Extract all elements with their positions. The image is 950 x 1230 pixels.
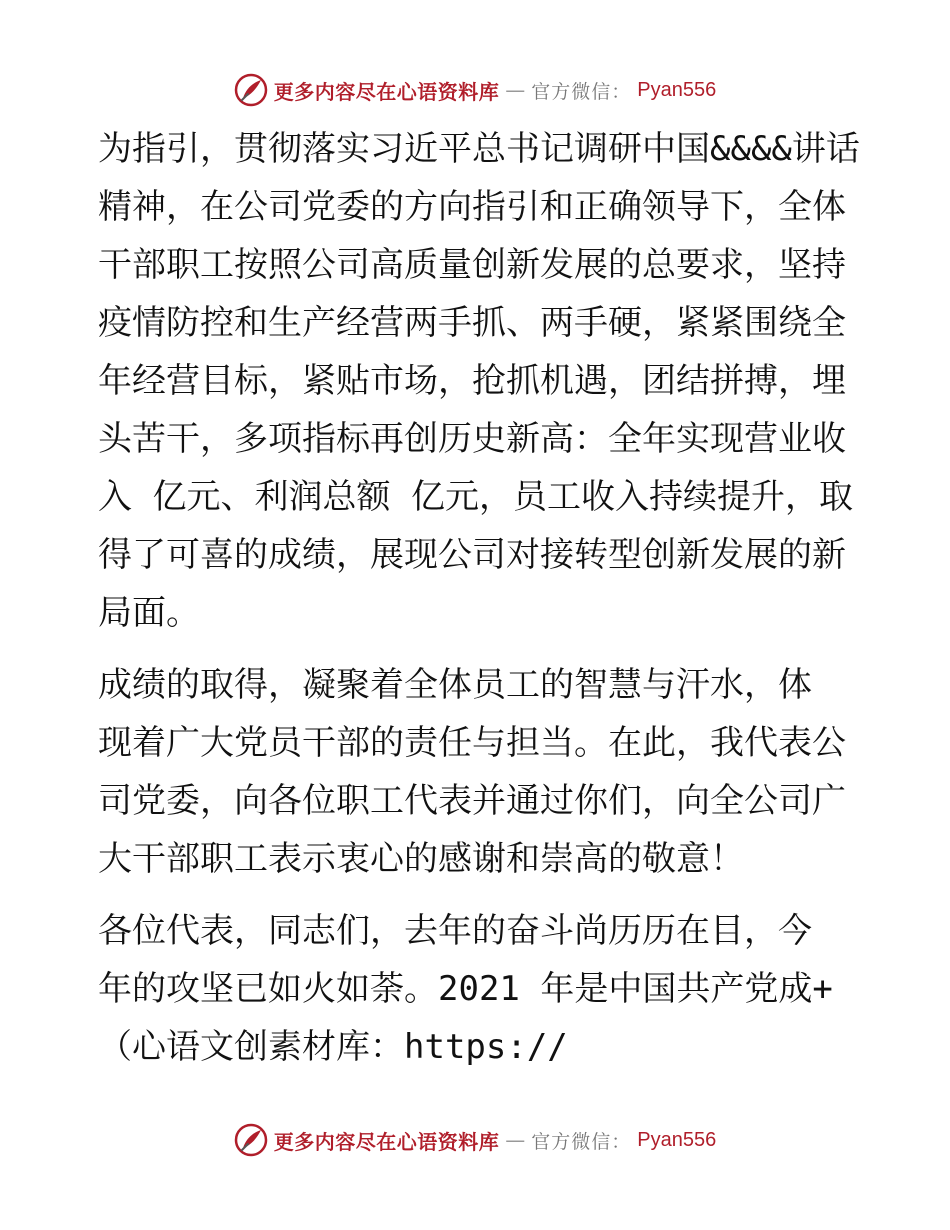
text-line: 成绩的取得，凝聚着全体员工的智慧与汗水，体 xyxy=(98,665,812,705)
document-body xyxy=(98,120,858,1076)
paragraph-2 xyxy=(98,656,858,888)
watermark-official-label: 官方微信： xyxy=(531,80,632,103)
watermark-wechat-id: Pyan556 xyxy=(637,1128,717,1151)
footer-watermark xyxy=(0,1120,950,1160)
feather-pen-logo-icon xyxy=(234,1123,268,1157)
watermark-dash: — xyxy=(505,1128,526,1152)
watermark-text: 更多内容尽在心语资料库 xyxy=(273,1129,500,1154)
paragraph-3 xyxy=(98,902,858,1076)
watermark-text: 更多内容尽在心语资料库 xyxy=(273,79,500,104)
text-line: 入 亿元、利润总额 亿元，员工收入持续提升，取 xyxy=(98,477,853,517)
text-line: 各位代表，同志们，去年的奋斗尚历历在目，今 xyxy=(98,911,812,951)
text-line: 年经营目标，紧贴市场，抢抓机遇，团结拼搏，埋 xyxy=(98,361,846,401)
text-line: 得了可喜的成绩，展现公司对接转型创新发展的新 xyxy=(98,535,846,575)
text-line: 为指引，贯彻落实习近平总书记调研中国&&&&讲话 xyxy=(98,129,860,169)
text-line: 精神，在公司党委的方向指引和正确领导下，全体 xyxy=(98,187,846,227)
text-line: 局面。 xyxy=(98,593,200,633)
text-line: 疫情防控和生产经营两手抓、两手硬，紧紧围绕全 xyxy=(98,303,846,343)
text-line: 干部职工按照公司高质量创新发展的总要求，坚持 xyxy=(98,245,846,285)
watermark-wechat-id: Pyan556 xyxy=(637,78,717,101)
text-line: 头苦干，多项指标再创历史新高：全年实现营业收 xyxy=(98,419,846,459)
watermark-dash: — xyxy=(505,78,526,102)
text-line: 年的攻坚已如火如荼。2021 年是中国共产党成+ xyxy=(98,969,833,1009)
watermark-official-label: 官方微信： xyxy=(531,1130,632,1153)
text-line: 司党委，向各位职工代表并通过你们，向全公司广 xyxy=(98,781,846,821)
feather-pen-logo-icon xyxy=(234,73,268,107)
text-line: （心语文创素材库：https:// xyxy=(98,1027,568,1067)
text-line: 现着广大党员干部的责任与担当。在此，我代表公 xyxy=(98,723,846,763)
text-line: 大干部职工表示衷心的感谢和崇高的敬意！ xyxy=(98,839,744,879)
paragraph-1 xyxy=(98,120,858,642)
header-watermark xyxy=(0,70,950,110)
